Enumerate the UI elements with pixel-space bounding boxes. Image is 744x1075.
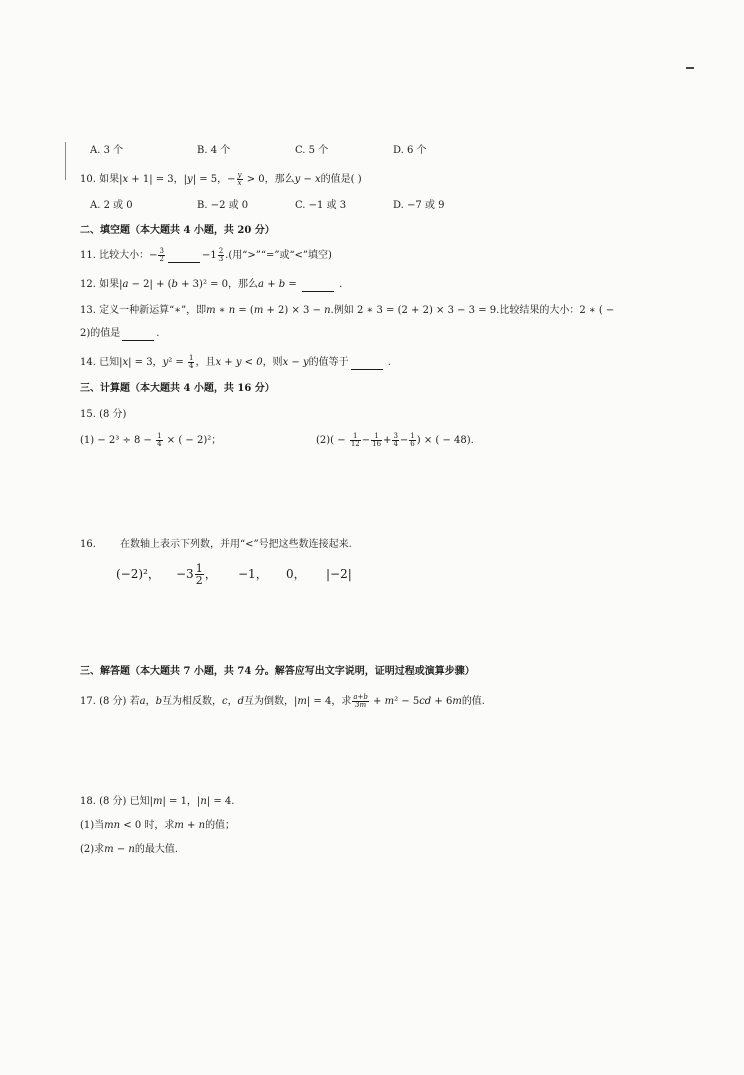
den: 4 — [157, 440, 162, 448]
question-18-part1 — [80, 819, 235, 833]
var: b — [171, 279, 178, 290]
num: 3 — [159, 247, 164, 255]
text: ， — [204, 567, 217, 581]
text: (1)当 — [80, 820, 105, 831]
answer-blank[interactable] — [122, 330, 154, 341]
text: + — [369, 696, 385, 707]
option-d: D. −7 或 9 — [393, 200, 445, 211]
question-15-head: 15. (8 分) — [80, 409, 127, 420]
text: ， — [145, 696, 156, 707]
fraction — [392, 433, 398, 448]
text: 13. 定义一种新运算“∗”，即 — [80, 305, 207, 316]
text: . — [384, 357, 391, 368]
text: −1 — [201, 250, 217, 261]
text: (2)求 — [80, 844, 105, 855]
option-c: C. −1 或 3 — [295, 200, 347, 211]
text: | = 5，− — [192, 174, 236, 185]
expr: m ∗ n — [206, 305, 236, 316]
num: 2 — [218, 247, 224, 255]
den: 16 — [372, 440, 382, 448]
scan-mark — [686, 67, 694, 69]
var: a — [122, 279, 129, 290]
section-3-calc-heading: 三、计算题（本大题共 4 小题，共 16 分） — [80, 383, 275, 394]
num: 1 — [410, 432, 415, 440]
text: | = 4，求 — [306, 696, 352, 707]
text: 10. 如果| — [80, 174, 123, 185]
answer-blank[interactable] — [168, 252, 200, 263]
num: 1 — [195, 562, 203, 575]
expr: x + y < 0 — [215, 357, 263, 368]
text: > 0，那么 — [243, 174, 295, 185]
text: | = 4. — [206, 796, 235, 807]
option-b: B. 4 个 — [197, 145, 231, 156]
var: m — [384, 696, 395, 707]
text: = — [285, 279, 300, 290]
question-15-part1 — [80, 433, 221, 448]
text: + 1| = 3，| — [128, 174, 188, 185]
text: 的值等于 — [308, 357, 349, 368]
expr: m − n — [104, 844, 135, 855]
text: . — [335, 279, 343, 290]
text: 12. 如果| — [80, 279, 123, 290]
den: 3m — [355, 701, 367, 709]
var: x — [122, 357, 129, 368]
var: cd — [419, 696, 432, 707]
text: ，且 — [195, 357, 216, 368]
value-3: −1， — [238, 567, 268, 581]
fraction — [350, 433, 361, 448]
question-13-line1 — [80, 304, 614, 318]
option-d: D. 6 个 — [393, 145, 427, 156]
num: a+b — [353, 693, 368, 701]
question-10 — [80, 172, 362, 187]
fraction — [371, 433, 382, 448]
value-5: |−2| — [326, 567, 352, 581]
expr: y − x — [294, 174, 321, 185]
expr: mn — [104, 820, 121, 831]
answer-blank[interactable] — [302, 281, 334, 292]
fraction — [352, 694, 369, 709]
option-a: A. 3 个 — [90, 145, 124, 156]
var: c — [221, 696, 228, 707]
text: 17. (8 分) 若 — [80, 696, 140, 707]
var: n — [200, 796, 207, 807]
text: < 0 时，求 — [120, 820, 175, 831]
var: m — [297, 696, 307, 707]
var: m — [253, 305, 264, 316]
var: m — [152, 796, 163, 807]
option-a: A. 2 或 0 — [90, 200, 133, 211]
text: ² − 5 — [394, 696, 420, 707]
var: a — [139, 696, 146, 707]
fraction — [409, 433, 415, 448]
expr: a + b — [258, 279, 286, 290]
value-2 — [176, 563, 217, 586]
den: 4 — [188, 362, 194, 370]
text: ² = — [168, 357, 187, 368]
num: 3 — [393, 432, 398, 440]
fraction — [156, 433, 162, 448]
text: 11. 比较大小：− — [80, 250, 158, 261]
question-16-values — [116, 563, 376, 589]
num: y — [237, 171, 242, 179]
section-3-answer-heading: 三、解答题（本大题共 7 小题，共 74 分。解答应写出文字说明，证明过程或演算步骤） — [80, 666, 475, 677]
den: 2 — [159, 255, 164, 263]
text: 互为倒数，| — [244, 696, 298, 707]
num: 1 — [350, 433, 361, 441]
text: 的值； — [205, 820, 236, 831]
var: n — [324, 305, 331, 316]
text: + 6 — [431, 696, 453, 707]
question-15-part2: (2)( − $\frac{1}{12}$ − $\frac{1}{16}$ + $\frac{3}{4}$ − $\frac{1}{6}$ ) × ( − 48). — [316, 432, 474, 448]
fraction — [218, 248, 224, 263]
question-16-text: 在数轴上表示下列数，并用“<”号把这些数连接起来. — [120, 539, 352, 550]
num: 1 — [371, 433, 382, 441]
question-17 — [80, 694, 485, 709]
section-2-heading: 二、填空题（本大题共 4 小题，共 20 分） — [80, 225, 275, 236]
text: ，则 — [262, 357, 283, 368]
text: 互为相反数， — [161, 696, 222, 707]
text: 2)的值是 — [80, 328, 121, 339]
text: (2)( − — [316, 435, 349, 446]
fraction — [188, 355, 194, 370]
text: (1) − 2³ ÷ 8 − — [80, 435, 156, 446]
text: | = 3， — [128, 357, 163, 368]
den: 6 — [410, 440, 415, 448]
text: ) × ( − 48). — [416, 435, 474, 446]
text: . — [156, 328, 160, 339]
var: x — [122, 174, 129, 185]
var: y — [162, 357, 169, 368]
expr: m + n — [174, 820, 206, 831]
margin-line — [65, 142, 66, 180]
question-16-number: 16. — [80, 539, 96, 550]
var: y — [187, 174, 193, 185]
question-12 — [80, 278, 342, 292]
text: 的值. — [461, 696, 485, 707]
expr: x − y — [282, 357, 309, 368]
value-4: 0， — [286, 567, 306, 581]
den: 2 — [195, 574, 203, 587]
num: 1 — [188, 354, 194, 362]
den: 3 — [218, 255, 224, 263]
value-1: (−2)²， — [116, 567, 160, 581]
num: 1 — [157, 432, 162, 440]
den: 12 — [350, 440, 360, 448]
question-11 — [80, 248, 332, 263]
text: .例如 2 ∗ 3 = (2 + 2) × 3 − 3 = 9.比较结果的大小：2 ∗ ( − — [330, 305, 615, 316]
question-14 — [80, 355, 391, 370]
question-13-line2 — [80, 327, 159, 341]
option-b: B. −2 或 0 — [197, 200, 249, 211]
text: 的最大值. — [134, 844, 179, 855]
text: + 2) × 3 − — [263, 305, 325, 316]
answer-blank[interactable] — [351, 359, 383, 370]
var: b — [155, 696, 162, 707]
option-c: C. 5 个 — [295, 145, 329, 156]
text: + 3)² = 0，那么 — [177, 279, 259, 290]
text: 18. (8 分) 已知| — [80, 796, 153, 807]
var: m — [452, 696, 462, 707]
text: .(用“>”“=”或“<”填空) — [225, 250, 332, 261]
text: 的值是( ) — [320, 174, 362, 185]
text: −3 — [176, 567, 194, 581]
text: ， — [227, 696, 238, 707]
fraction — [195, 563, 204, 586]
den: 4 — [393, 440, 398, 448]
question-18-part2 — [80, 843, 178, 857]
text: | = 1，| — [162, 796, 201, 807]
text: = ( — [235, 305, 254, 316]
text: − 2| + ( — [128, 279, 172, 290]
fraction — [237, 172, 243, 187]
text: 14. 已知| — [80, 357, 123, 368]
fraction — [158, 248, 164, 263]
den: x — [237, 179, 242, 187]
text: × ( − 2)²； — [163, 435, 222, 446]
question-18 — [80, 795, 234, 809]
var: d — [237, 696, 244, 707]
